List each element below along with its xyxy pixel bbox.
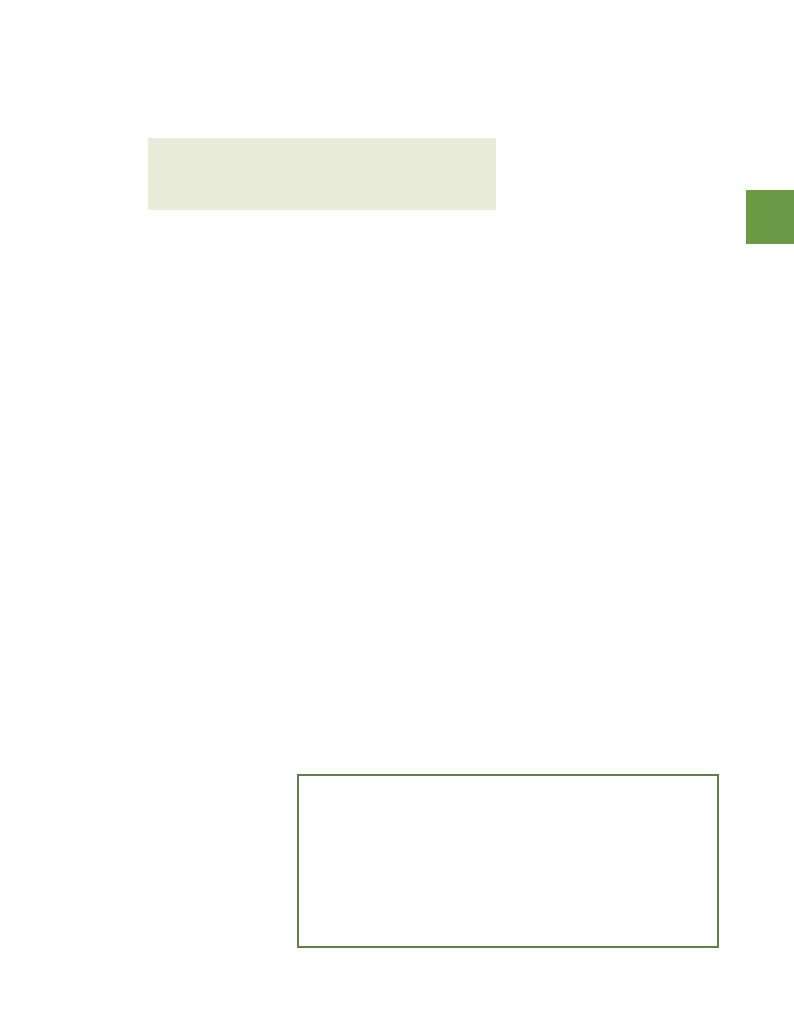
text-column-1: [75, 244, 277, 254]
bottom-color-stripe: [0, 1004, 794, 1024]
text-column-3: [514, 244, 716, 254]
title-color-stripe: [148, 110, 496, 119]
title-box: [148, 138, 496, 210]
sidebar-box: [297, 774, 719, 948]
asterisk-icon: [746, 190, 794, 244]
